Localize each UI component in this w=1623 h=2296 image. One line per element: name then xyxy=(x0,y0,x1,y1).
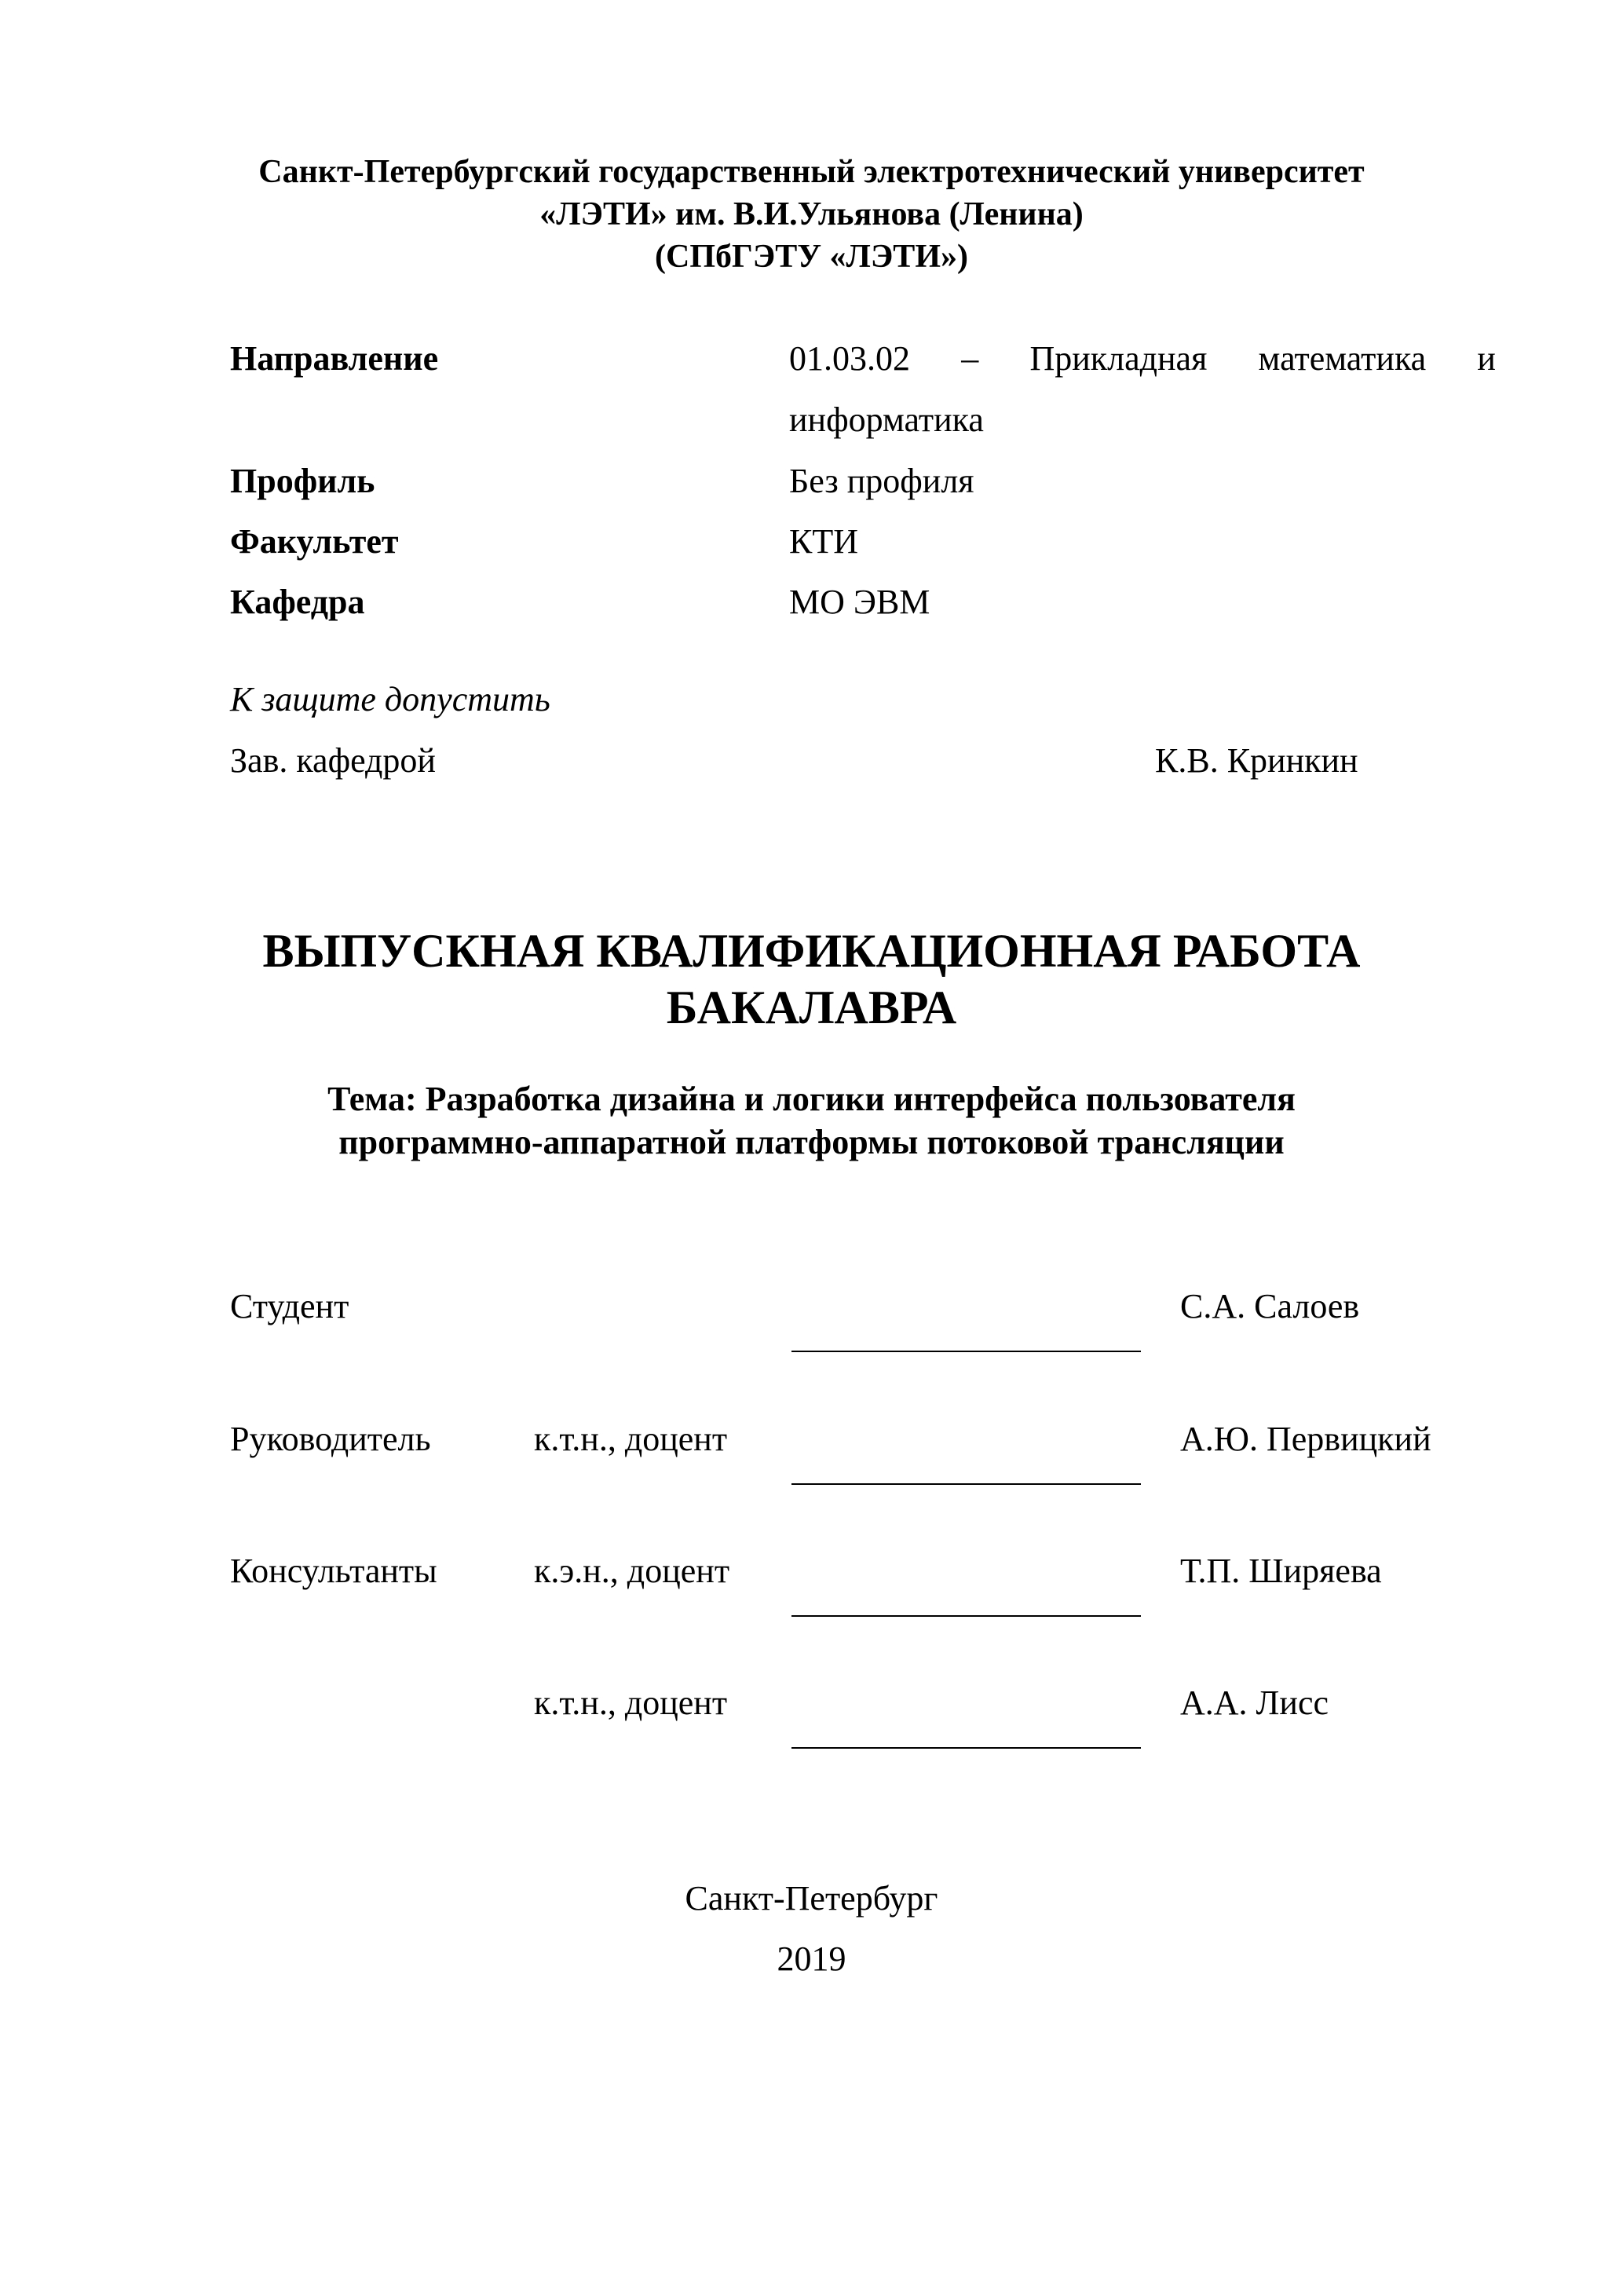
direction-word: – xyxy=(961,339,979,378)
faculty-value: КТИ xyxy=(789,522,858,561)
university-abbreviation: (СПбГЭТУ «ЛЭТИ») xyxy=(655,239,968,275)
direction-word: 01.03.02 xyxy=(789,339,910,378)
university-name-line2: «ЛЭТИ» им. В.И.Ульянова (Ленина) xyxy=(539,196,1084,232)
signature-line xyxy=(791,1615,1141,1617)
admission-text: К защите допустить xyxy=(230,680,550,718)
signature-degree: к.э.н., доцент xyxy=(534,1552,730,1590)
signature-role: Консультанты xyxy=(230,1552,437,1590)
head-of-department-label: Зав. кафедрой xyxy=(230,741,436,780)
footer-year: 2019 xyxy=(777,1940,846,1978)
signature-name: Т.П. Ширяева xyxy=(1180,1552,1382,1590)
direction-word: Прикладная xyxy=(1029,339,1208,378)
topic-line2: программно-аппаратной платформы потоковой трансляции xyxy=(338,1123,1285,1161)
direction-label: Направление xyxy=(230,339,439,378)
profile-label: Профиль xyxy=(230,462,375,500)
university-name-line1: Санкт-Петербургский государственный электротехнический университет xyxy=(258,154,1365,190)
signature-role: Руководитель xyxy=(230,1420,431,1458)
signature-name: А.Ю. Первицкий xyxy=(1180,1420,1431,1458)
department-value: МО ЭВМ xyxy=(789,583,930,621)
work-title-line1: ВЫПУСКНАЯ КВАЛИФИКАЦИОННАЯ РАБОТА xyxy=(262,925,1361,977)
faculty-label: Факультет xyxy=(230,522,399,561)
topic-line1: Тема: Разработка дизайна и логики интерфейса пользователя xyxy=(327,1080,1296,1118)
signature-name: С.А. Салоев xyxy=(1180,1287,1360,1325)
signature-line xyxy=(791,1747,1141,1749)
footer-city: Санкт-Петербург xyxy=(685,1879,938,1918)
head-of-department-name: К.В. Кринкин xyxy=(1155,741,1358,780)
department-label: Кафедра xyxy=(230,583,365,621)
work-title-line2: БАКАЛАВРА xyxy=(666,982,957,1033)
signature-degree: к.т.н., доцент xyxy=(534,1684,728,1722)
signature-degree: к.т.н., доцент xyxy=(534,1420,728,1458)
signature-role: Студент xyxy=(230,1287,349,1325)
direction-word: математика xyxy=(1258,339,1427,378)
signature-line xyxy=(791,1351,1141,1352)
profile-value: Без профиля xyxy=(789,462,974,500)
direction-word: и xyxy=(1477,339,1496,378)
signature-name: А.А. Лисс xyxy=(1180,1684,1329,1722)
direction-value xyxy=(789,338,1496,379)
direction-value-line2: информатика xyxy=(789,400,984,439)
signature-line xyxy=(791,1483,1141,1485)
